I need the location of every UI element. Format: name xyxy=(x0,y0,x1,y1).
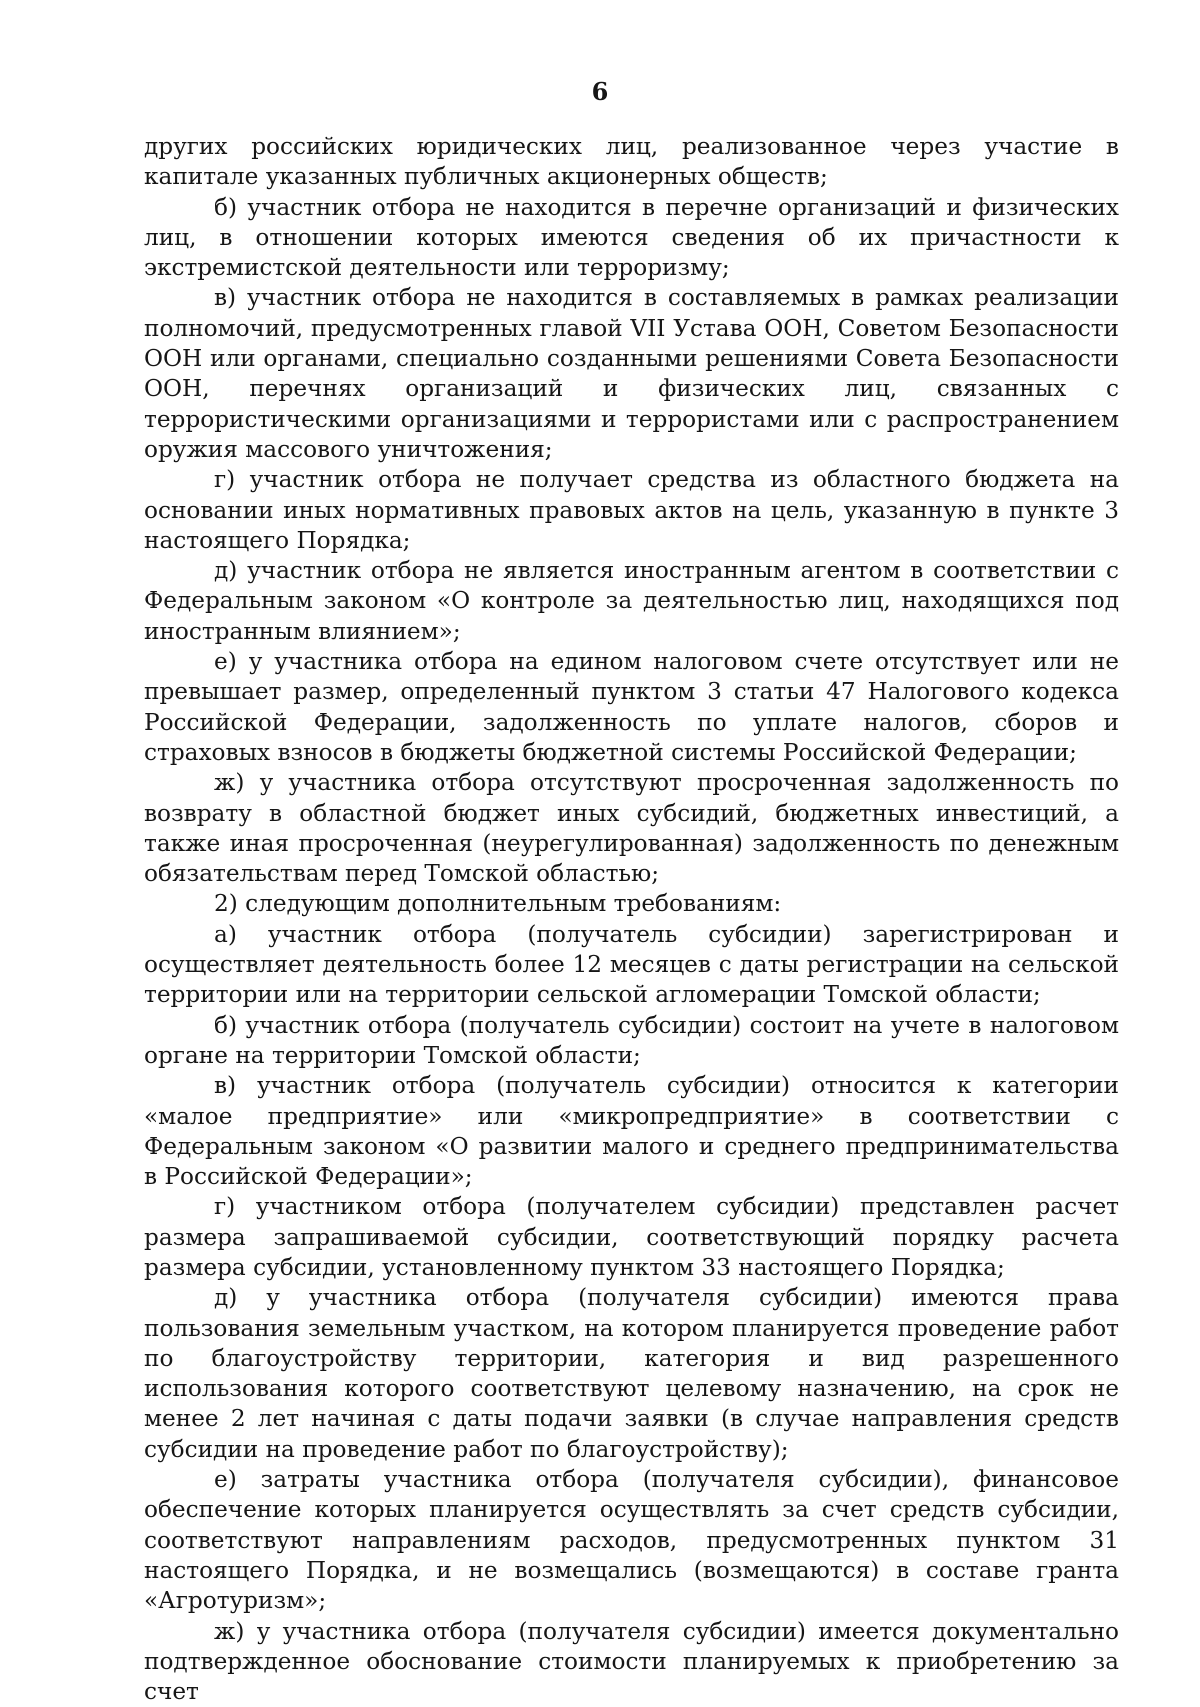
paragraph-item-a: а) участник отбора (получатель субсидии) зарегистрирован и осуществляет деятельность более 12 месяцев с даты регистрации на сельской территории или на территории сельской агломерации Томской области; xyxy=(144,920,1119,1009)
paragraph-item-b-2: б) участник отбора (получатель субсидии) состоит на учете в налоговом органе на территории Томской области; xyxy=(144,1011,1119,1069)
paragraph-item-b: б) участник отбора не находится в перечне организаций и физических лиц, в отношении которых имеются сведения об их причастности к экстремистской деятельности или терроризму; xyxy=(144,193,1119,282)
paragraph-item-d-2: д) у участника отбора (получателя субсидии) имеются права пользования земельным участком, на котором планируется проведение работ по благоустройству территории, категория и вид разрешенного использования которого соответствуют целевому назначению, на срок не менее 2 лет начиная с даты подачи заявки (в случае направления средств субсидии на проведение работ по благоустройству); xyxy=(144,1284,1119,1463)
paragraph-item-v: в) участник отбора не находится в составляемых в рамках реализации полномочий, предусмотренных главой VII Устава ООН, Советом Безопасности ООН или органами, специально созданными решениями Совета Безопасности ООН, перечнях организаций и физических лиц, связанных с террористическими организациями и террористами или с распространением оружия массового уничтожения; xyxy=(144,284,1119,463)
paragraph-item-g-2: г) участником отбора (получателем субсидии) представлен расчет размера запрашиваемой субсидии, соответствующий порядку расчета размера субсидии, установленному пунктом 33 настоящего Порядка; xyxy=(144,1193,1119,1281)
paragraph-item-d: д) участник отбора не является иностранным агентом в соответствии с Федеральным законом «О контроле за деятельностью лиц, находящихся под иностранным влиянием»; xyxy=(144,557,1119,645)
paragraph-item-v-2: в) участник отбора (получатель субсидии) относится к категории «малое предприятие» или «микропредприятие» в соответствии с Федеральным законом «О развитии малого и среднего предпринимательства в Российской Федерации»; xyxy=(144,1072,1119,1191)
paragraph-item-g: г) участник отбора не получает средства из областного бюджета на основании иных нормативных правовых актов на цель, указанную в пункте 3 настоящего Порядка; xyxy=(144,466,1119,554)
paragraph-item-e-2: е) затраты участника отбора (получателя субсидии), финансовое обеспечение которых планируется осуществлять за счет средств субсидии, соответствуют направлениям расходов, предусмотренных пунктом 31 настоящего Порядка, и не возмещались (возмещаются) в составе гранта «Агротуризм»; xyxy=(144,1466,1119,1615)
paragraph-continuation: других российских юридических лиц, реализованное через участие в капитале указанных публичных акционерных обществ; xyxy=(144,133,1119,191)
paragraph-item-zh-2: ж) у участника отбора (получателя субсидии) имеется документально подтвержденное обоснование стоимости планируемых к приобретению за счет xyxy=(144,1617,1119,1706)
paragraph-section-2: 2) следующим дополнительным требованиям: xyxy=(214,890,782,918)
document-body xyxy=(144,132,1119,1707)
paragraph-item-e: е) у участника отбора на едином налоговом счете отсутствует или не превышает размер, определенный пунктом 3 статьи 47 Налогового кодекса Российской Федерации, задолженность по уплате налогов, сборов и страховых взносов в бюджеты бюджетной системы Российской Федерации; xyxy=(144,648,1119,766)
paragraph-item-zh: ж) у участника отбора отсутствуют просроченная задолженность по возврату в областной бюджет иных субсидий, бюджетных инвестиций, а также иная просроченная (неурегулированная) задолженность по денежным обязательствам перед Томской областью; xyxy=(144,769,1119,888)
page-number: 6 xyxy=(591,77,609,106)
